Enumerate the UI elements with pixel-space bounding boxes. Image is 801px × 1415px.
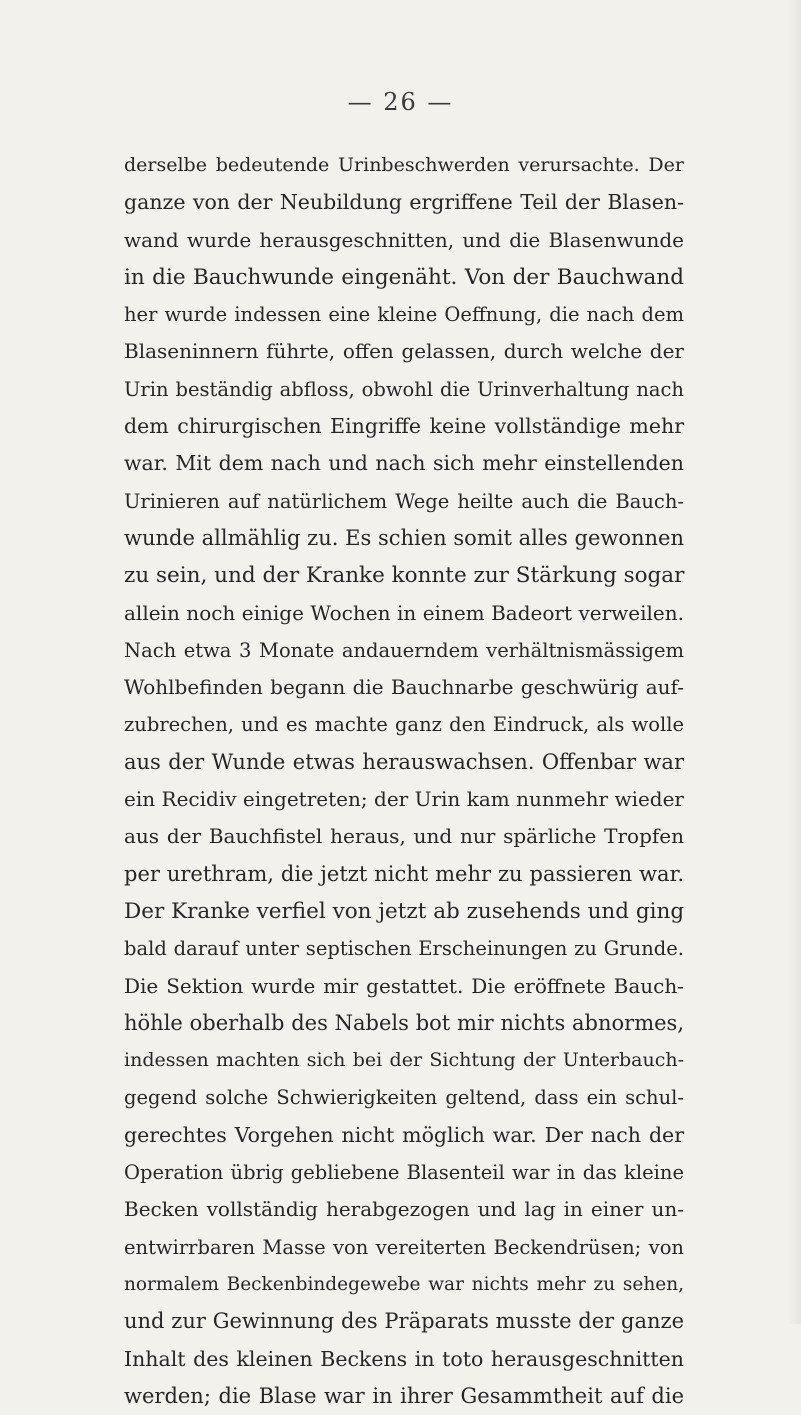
text-line: war. Mit dem nach und nach sich mehr einstellenden [124, 451, 684, 476]
text-line: zu sein, und der Kranke konnte zur Stärkung sogar [124, 563, 685, 589]
text-line: per urethram, die jetzt nicht mehr zu passieren war. [124, 861, 684, 886]
text-line: gerechtes Vorgehen nicht möglich war. Der nach der [124, 1122, 684, 1147]
text-line: Urin beständig abfloss, obwohl die Urinverhaltung nach [124, 377, 684, 401]
text-line: Becken vollständig herabgezogen und lag in einer un- [124, 1197, 684, 1222]
text-line: Urinieren auf natürlichem Wege heilte auch die Bauch- [124, 489, 684, 513]
text-line: derselbe bedeutende Urinbeschwerden verursachte. Der [124, 154, 684, 176]
text-line: wand wurde herausgeschnitten, und die Blasenwunde [124, 227, 684, 252]
text-line: und zur Gewinnung des Präparats musste der ganze [124, 1309, 684, 1334]
text-line: ganze von der Neubildung ergriffene Teil der Blasen- [124, 190, 684, 215]
text-line: Blaseninnern führte, offen gelassen, durch welche der [124, 339, 684, 364]
text-line: dem chirurgischen Eingriffe keine vollständige mehr [124, 414, 684, 439]
text-line: her wurde indessen eine kleine Oeffnung, die nach dem [124, 303, 684, 327]
text-line: indessen machten sich bei der Sichtung der Unterbauch- [124, 1049, 684, 1072]
text-line: Der Kranke verfiel von jetzt ab zusehends und ging [124, 898, 685, 924]
text-line: werden; die Blase war in ihrer Gesammtheit auf die [124, 1383, 684, 1408]
text-line: aus der Wunde etwas herauswachsen. Offenbar war [124, 749, 684, 774]
text-line: normalem Beckenbindegewebe war nichts mehr zu sehen, [124, 1273, 684, 1295]
text-line: entwirrbaren Masse von vereiterten Beckendrüsen; von [124, 1235, 684, 1259]
text-line: bald darauf unter septischen Erscheinungen zu Grunde. [124, 937, 684, 961]
page-edge-shadow [787, 0, 801, 1324]
text-line: höhle oberhalb des Nabels bot mir nichts abnormes, [124, 1010, 684, 1035]
text-line: Nach etwa 3 Monate andauerndem verhältnismässigem [124, 638, 684, 662]
text-line: gegend solche Schwierigkeiten geltend, dass ein schul- [124, 1086, 684, 1110]
text-line: wunde allmählig zu. Es schien somit alles gewonnen [124, 525, 684, 550]
text-line: Wohlbefinden begann die Bauchnarbe geschwürig auf- [124, 675, 684, 700]
body-text [124, 147, 684, 1415]
text-line: ein Recidiv eingetreten; der Urin kam nunmehr wieder [124, 787, 684, 812]
text-line: Inhalt des kleinen Beckens in toto herausgeschnitten [124, 1346, 684, 1371]
text-line: in die Bauchwunde eingenäht. Von der Bauchwand [124, 264, 684, 290]
text-line: allein noch einige Wochen in einem Badeort verweilen. [124, 600, 684, 625]
text-line: zubrechen, und es machte ganz den Eindruck, als wolle [124, 713, 684, 737]
text-line: aus der Bauchfistel heraus, und nur spärliche Tropfen [124, 824, 684, 849]
page-number: — 26 — [347, 88, 454, 116]
text-line: Operation übrig gebliebene Blasenteil war in das kleine [124, 1161, 684, 1185]
text-line: Die Sektion wurde mir gestattet. Die eröffnete Bauch- [124, 973, 684, 998]
